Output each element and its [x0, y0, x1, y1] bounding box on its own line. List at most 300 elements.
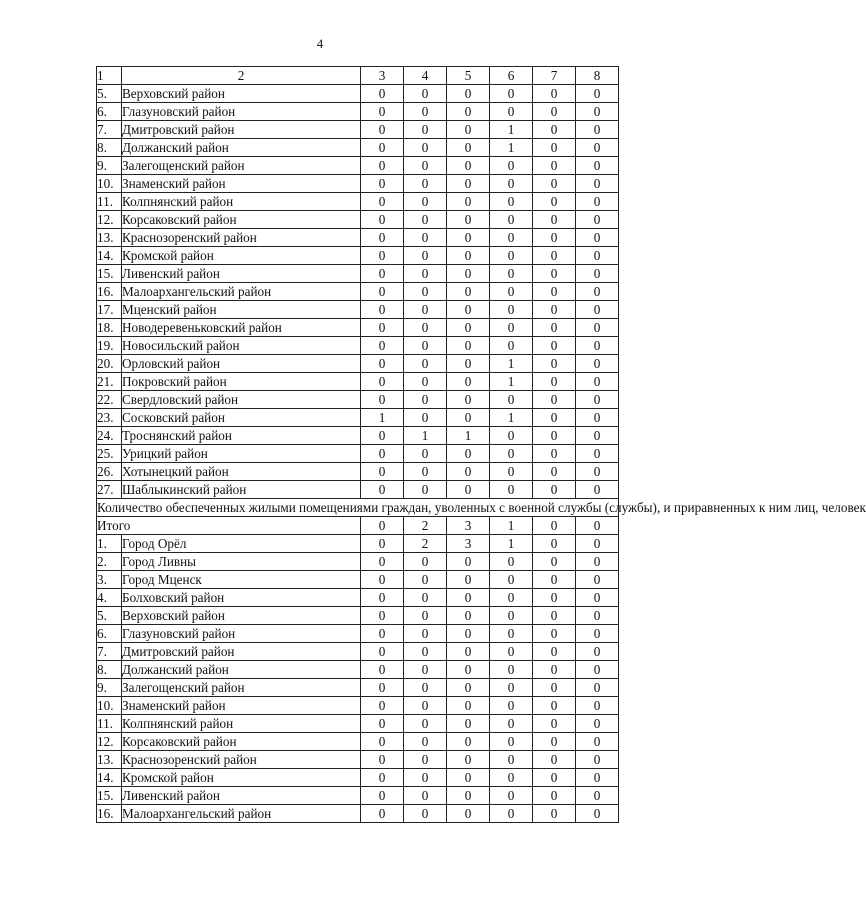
table-body — [97, 67, 866, 823]
district-name: Залегощенский район — [122, 157, 361, 175]
table-row — [97, 625, 619, 643]
value-cell: 0 — [447, 211, 490, 229]
table-row — [97, 607, 619, 625]
value-cell: 0 — [361, 157, 404, 175]
value-cell: 1 — [490, 409, 533, 427]
district-name: Корсаковский район — [122, 211, 361, 229]
value-cell: 0 — [361, 625, 404, 643]
district-name: Малоархангельский район — [122, 805, 361, 823]
table-row — [97, 157, 619, 175]
district-name: Мценский район — [122, 301, 361, 319]
value-cell: 0 — [576, 319, 619, 337]
table-row — [97, 697, 619, 715]
value-cell: 0 — [490, 733, 533, 751]
total-value-cell: 2 — [404, 517, 447, 535]
value-cell: 0 — [533, 661, 576, 679]
value-cell: 0 — [404, 139, 447, 157]
value-cell: 0 — [576, 193, 619, 211]
value-cell: 0 — [404, 733, 447, 751]
table-row — [97, 553, 619, 571]
table-row — [97, 211, 619, 229]
table-row — [97, 679, 619, 697]
value-cell: 1 — [490, 373, 533, 391]
value-cell: 0 — [533, 103, 576, 121]
table-row — [97, 409, 619, 427]
value-cell: 0 — [361, 751, 404, 769]
value-cell: 0 — [533, 571, 576, 589]
value-cell: 0 — [490, 265, 533, 283]
value-cell: 0 — [576, 301, 619, 319]
value-cell: 0 — [404, 283, 447, 301]
value-cell: 0 — [576, 391, 619, 409]
value-cell: 0 — [447, 373, 490, 391]
row-number: 10. — [97, 697, 122, 715]
value-cell: 0 — [533, 715, 576, 733]
district-name: Залегощенский район — [122, 679, 361, 697]
value-cell: 0 — [490, 643, 533, 661]
header-cell: 1 — [97, 67, 122, 85]
row-number: 27. — [97, 481, 122, 499]
value-cell: 0 — [447, 661, 490, 679]
value-cell: 0 — [490, 319, 533, 337]
value-cell: 0 — [490, 805, 533, 823]
value-cell: 0 — [576, 157, 619, 175]
value-cell: 0 — [404, 805, 447, 823]
table-row — [97, 247, 619, 265]
value-cell: 0 — [533, 283, 576, 301]
value-cell: 0 — [533, 535, 576, 553]
value-cell: 0 — [490, 787, 533, 805]
district-name: Кромской район — [122, 247, 361, 265]
value-cell: 0 — [576, 589, 619, 607]
value-cell: 0 — [361, 715, 404, 733]
value-cell: 0 — [361, 265, 404, 283]
district-name: Дмитровский район — [122, 643, 361, 661]
value-cell: 0 — [404, 391, 447, 409]
header-cell: 8 — [576, 67, 619, 85]
value-cell: 0 — [490, 589, 533, 607]
value-cell: 2 — [404, 535, 447, 553]
district-name: Хотынецкий район — [122, 463, 361, 481]
total-label: Итого — [97, 517, 361, 535]
value-cell: 0 — [576, 679, 619, 697]
value-cell: 0 — [576, 769, 619, 787]
row-number: 2. — [97, 553, 122, 571]
row-number: 4. — [97, 589, 122, 607]
value-cell: 1 — [490, 535, 533, 553]
value-cell: 0 — [447, 769, 490, 787]
value-cell: 0 — [404, 211, 447, 229]
value-cell: 0 — [533, 247, 576, 265]
value-cell: 0 — [576, 625, 619, 643]
district-name: Сосковский район — [122, 409, 361, 427]
table-row — [97, 391, 619, 409]
row-number: 10. — [97, 175, 122, 193]
value-cell: 0 — [576, 355, 619, 373]
value-cell: 0 — [533, 427, 576, 445]
page-number: 4 — [316, 36, 324, 51]
table-row — [97, 463, 619, 481]
value-cell: 0 — [533, 229, 576, 247]
row-number: 1. — [97, 535, 122, 553]
row-number: 13. — [97, 751, 122, 769]
value-cell: 0 — [447, 625, 490, 643]
value-cell: 0 — [490, 283, 533, 301]
value-cell: 0 — [361, 427, 404, 445]
value-cell: 0 — [361, 733, 404, 751]
value-cell: 0 — [404, 103, 447, 121]
header-cell: 4 — [404, 67, 447, 85]
value-cell: 0 — [447, 247, 490, 265]
district-name: Город Орёл — [122, 535, 361, 553]
value-cell: 0 — [447, 679, 490, 697]
value-cell: 0 — [361, 607, 404, 625]
district-name: Ливенский район — [122, 265, 361, 283]
value-cell: 0 — [361, 481, 404, 499]
district-name: Орловский район — [122, 355, 361, 373]
value-cell: 0 — [533, 391, 576, 409]
value-cell: 0 — [361, 229, 404, 247]
table-row — [97, 481, 619, 499]
value-cell: 0 — [533, 697, 576, 715]
value-cell: 0 — [533, 211, 576, 229]
value-cell: 0 — [490, 229, 533, 247]
value-cell: 0 — [533, 769, 576, 787]
district-name: Знаменский район — [122, 175, 361, 193]
table-row — [97, 301, 619, 319]
value-cell: 0 — [533, 157, 576, 175]
row-number: 7. — [97, 121, 122, 139]
value-cell: 0 — [533, 409, 576, 427]
district-name: Колпнянский район — [122, 715, 361, 733]
table-row — [97, 121, 619, 139]
row-number: 12. — [97, 733, 122, 751]
value-cell: 0 — [361, 535, 404, 553]
value-cell: 0 — [361, 661, 404, 679]
value-cell: 0 — [533, 139, 576, 157]
value-cell: 0 — [490, 571, 533, 589]
value-cell: 0 — [404, 193, 447, 211]
value-cell: 0 — [490, 625, 533, 643]
value-cell: 0 — [533, 463, 576, 481]
value-cell: 0 — [533, 355, 576, 373]
value-cell: 0 — [490, 679, 533, 697]
value-cell: 0 — [404, 445, 447, 463]
value-cell: 0 — [404, 463, 447, 481]
value-cell: 0 — [533, 625, 576, 643]
table-row — [97, 355, 619, 373]
row-number: 14. — [97, 769, 122, 787]
row-number: 24. — [97, 427, 122, 445]
value-cell: 0 — [533, 805, 576, 823]
value-cell: 0 — [404, 301, 447, 319]
district-name: Дмитровский район — [122, 121, 361, 139]
value-cell: 0 — [533, 265, 576, 283]
value-cell: 0 — [404, 247, 447, 265]
value-cell: 0 — [404, 643, 447, 661]
table-row — [97, 229, 619, 247]
district-name: Свердловский район — [122, 391, 361, 409]
table-row — [97, 175, 619, 193]
value-cell: 1 — [404, 427, 447, 445]
value-cell: 0 — [404, 769, 447, 787]
value-cell: 0 — [490, 247, 533, 265]
value-cell: 0 — [490, 211, 533, 229]
value-cell: 0 — [404, 229, 447, 247]
value-cell: 0 — [447, 589, 490, 607]
value-cell: 0 — [404, 337, 447, 355]
value-cell: 0 — [361, 679, 404, 697]
value-cell: 0 — [533, 193, 576, 211]
value-cell: 0 — [361, 463, 404, 481]
value-cell: 0 — [533, 589, 576, 607]
value-cell: 0 — [576, 535, 619, 553]
row-number: 9. — [97, 679, 122, 697]
value-cell: 0 — [404, 607, 447, 625]
value-cell: 0 — [576, 85, 619, 103]
value-cell: 0 — [404, 679, 447, 697]
table-row — [97, 571, 619, 589]
district-name: Урицкий район — [122, 445, 361, 463]
row-number: 7. — [97, 643, 122, 661]
value-cell: 0 — [361, 337, 404, 355]
value-cell: 0 — [576, 553, 619, 571]
value-cell: 0 — [447, 103, 490, 121]
value-cell: 0 — [361, 139, 404, 157]
table-row — [97, 535, 619, 553]
value-cell: 0 — [404, 553, 447, 571]
value-cell: 0 — [361, 247, 404, 265]
table-row — [97, 805, 619, 823]
value-cell: 0 — [490, 607, 533, 625]
value-cell: 0 — [404, 751, 447, 769]
value-cell: 0 — [361, 445, 404, 463]
value-cell: 1 — [490, 139, 533, 157]
value-cell: 0 — [361, 193, 404, 211]
district-name: Краснозоренский район — [122, 751, 361, 769]
value-cell: 0 — [361, 769, 404, 787]
row-number: 26. — [97, 463, 122, 481]
district-name: Новосильский район — [122, 337, 361, 355]
value-cell: 0 — [533, 751, 576, 769]
value-cell: 0 — [576, 733, 619, 751]
row-number: 15. — [97, 265, 122, 283]
value-cell: 0 — [533, 553, 576, 571]
table-row — [97, 751, 619, 769]
value-cell: 1 — [361, 409, 404, 427]
value-cell: 0 — [447, 787, 490, 805]
value-cell: 0 — [447, 571, 490, 589]
district-name: Болховский район — [122, 589, 361, 607]
value-cell: 1 — [490, 121, 533, 139]
value-cell: 0 — [447, 157, 490, 175]
value-cell: 0 — [404, 787, 447, 805]
row-number: 23. — [97, 409, 122, 427]
value-cell: 0 — [447, 463, 490, 481]
total-value-cell: 0 — [576, 517, 619, 535]
district-name: Глазуновский район — [122, 625, 361, 643]
value-cell: 0 — [490, 157, 533, 175]
value-cell: 0 — [533, 175, 576, 193]
district-name: Глазуновский район — [122, 103, 361, 121]
row-number: 19. — [97, 337, 122, 355]
value-cell: 0 — [576, 265, 619, 283]
value-cell: 0 — [447, 733, 490, 751]
value-cell: 0 — [361, 643, 404, 661]
table-row — [97, 139, 619, 157]
value-cell: 0 — [361, 391, 404, 409]
value-cell: 0 — [576, 427, 619, 445]
row-number: 11. — [97, 715, 122, 733]
value-cell: 0 — [490, 481, 533, 499]
table-row — [97, 445, 619, 463]
value-cell: 0 — [404, 625, 447, 643]
value-cell: 0 — [404, 319, 447, 337]
table-row — [97, 193, 619, 211]
value-cell: 0 — [361, 283, 404, 301]
value-cell: 0 — [361, 355, 404, 373]
value-cell: 1 — [490, 355, 533, 373]
value-cell: 0 — [533, 679, 576, 697]
row-number: 15. — [97, 787, 122, 805]
row-number: 6. — [97, 625, 122, 643]
value-cell: 0 — [533, 787, 576, 805]
row-number: 3. — [97, 571, 122, 589]
value-cell: 0 — [576, 247, 619, 265]
row-number: 22. — [97, 391, 122, 409]
value-cell: 0 — [490, 175, 533, 193]
value-cell: 0 — [490, 751, 533, 769]
value-cell: 0 — [447, 553, 490, 571]
row-number: 5. — [97, 85, 122, 103]
header-cell: 5 — [447, 67, 490, 85]
row-number: 18. — [97, 319, 122, 337]
value-cell: 0 — [490, 769, 533, 787]
table-row — [97, 787, 619, 805]
value-cell: 0 — [447, 337, 490, 355]
value-cell: 0 — [404, 175, 447, 193]
header-cell: 7 — [533, 67, 576, 85]
value-cell: 0 — [533, 319, 576, 337]
value-cell: 0 — [576, 463, 619, 481]
value-cell: 0 — [533, 733, 576, 751]
table-row — [97, 733, 619, 751]
value-cell: 3 — [447, 535, 490, 553]
total-value-cell: 0 — [533, 517, 576, 535]
value-cell: 0 — [447, 319, 490, 337]
value-cell: 0 — [576, 211, 619, 229]
value-cell: 0 — [361, 589, 404, 607]
value-cell: 0 — [404, 157, 447, 175]
value-cell: 0 — [576, 121, 619, 139]
value-cell: 0 — [490, 661, 533, 679]
value-cell: 0 — [404, 481, 447, 499]
row-number: 20. — [97, 355, 122, 373]
value-cell: 0 — [576, 175, 619, 193]
value-cell: 0 — [490, 103, 533, 121]
value-cell: 1 — [447, 427, 490, 445]
value-cell: 0 — [490, 463, 533, 481]
district-name: Колпнянский район — [122, 193, 361, 211]
value-cell: 0 — [533, 121, 576, 139]
table-row — [97, 373, 619, 391]
value-cell: 0 — [576, 697, 619, 715]
row-number: 25. — [97, 445, 122, 463]
value-cell: 0 — [490, 337, 533, 355]
row-number: 14. — [97, 247, 122, 265]
district-name: Новодеревеньковский район — [122, 319, 361, 337]
value-cell: 0 — [533, 301, 576, 319]
value-cell: 0 — [576, 661, 619, 679]
value-cell: 0 — [361, 553, 404, 571]
value-cell: 0 — [490, 391, 533, 409]
district-name: Ливенский район — [122, 787, 361, 805]
value-cell: 0 — [576, 787, 619, 805]
total-value-cell: 0 — [361, 517, 404, 535]
value-cell: 0 — [404, 589, 447, 607]
value-cell: 0 — [576, 373, 619, 391]
table-row — [97, 265, 619, 283]
value-cell: 0 — [361, 787, 404, 805]
district-name: Покровский район — [122, 373, 361, 391]
value-cell: 0 — [404, 265, 447, 283]
value-cell: 0 — [361, 697, 404, 715]
table-row — [97, 337, 619, 355]
row-number: 11. — [97, 193, 122, 211]
table-row — [97, 661, 619, 679]
value-cell: 0 — [404, 121, 447, 139]
value-cell: 0 — [447, 607, 490, 625]
value-cell: 0 — [404, 85, 447, 103]
value-cell: 0 — [576, 751, 619, 769]
value-cell: 0 — [576, 283, 619, 301]
value-cell: 0 — [533, 607, 576, 625]
value-cell: 0 — [447, 391, 490, 409]
total-value-cell: 3 — [447, 517, 490, 535]
row-number: 16. — [97, 283, 122, 301]
value-cell: 0 — [533, 373, 576, 391]
table-row — [97, 715, 619, 733]
table-row — [97, 589, 619, 607]
value-cell: 0 — [576, 139, 619, 157]
value-cell: 0 — [447, 643, 490, 661]
value-cell: 0 — [490, 697, 533, 715]
value-cell: 0 — [576, 229, 619, 247]
value-cell: 0 — [490, 427, 533, 445]
district-name: Город Мценск — [122, 571, 361, 589]
row-number: 9. — [97, 157, 122, 175]
district-name: Верховский район — [122, 85, 361, 103]
value-cell: 0 — [533, 481, 576, 499]
table-row — [97, 103, 619, 121]
row-number: 13. — [97, 229, 122, 247]
value-cell: 0 — [490, 715, 533, 733]
data-table — [96, 66, 866, 823]
district-name: Малоархангельский район — [122, 283, 361, 301]
value-cell: 0 — [447, 301, 490, 319]
value-cell: 0 — [404, 715, 447, 733]
district-name: Корсаковский район — [122, 733, 361, 751]
district-name: Верховский район — [122, 607, 361, 625]
district-name: Шаблыкинский район — [122, 481, 361, 499]
value-cell: 0 — [490, 445, 533, 463]
value-cell: 0 — [447, 445, 490, 463]
district-name: Троснянский район — [122, 427, 361, 445]
header-row — [97, 67, 619, 85]
value-cell: 0 — [447, 265, 490, 283]
value-cell: 0 — [533, 643, 576, 661]
value-cell: 0 — [361, 103, 404, 121]
